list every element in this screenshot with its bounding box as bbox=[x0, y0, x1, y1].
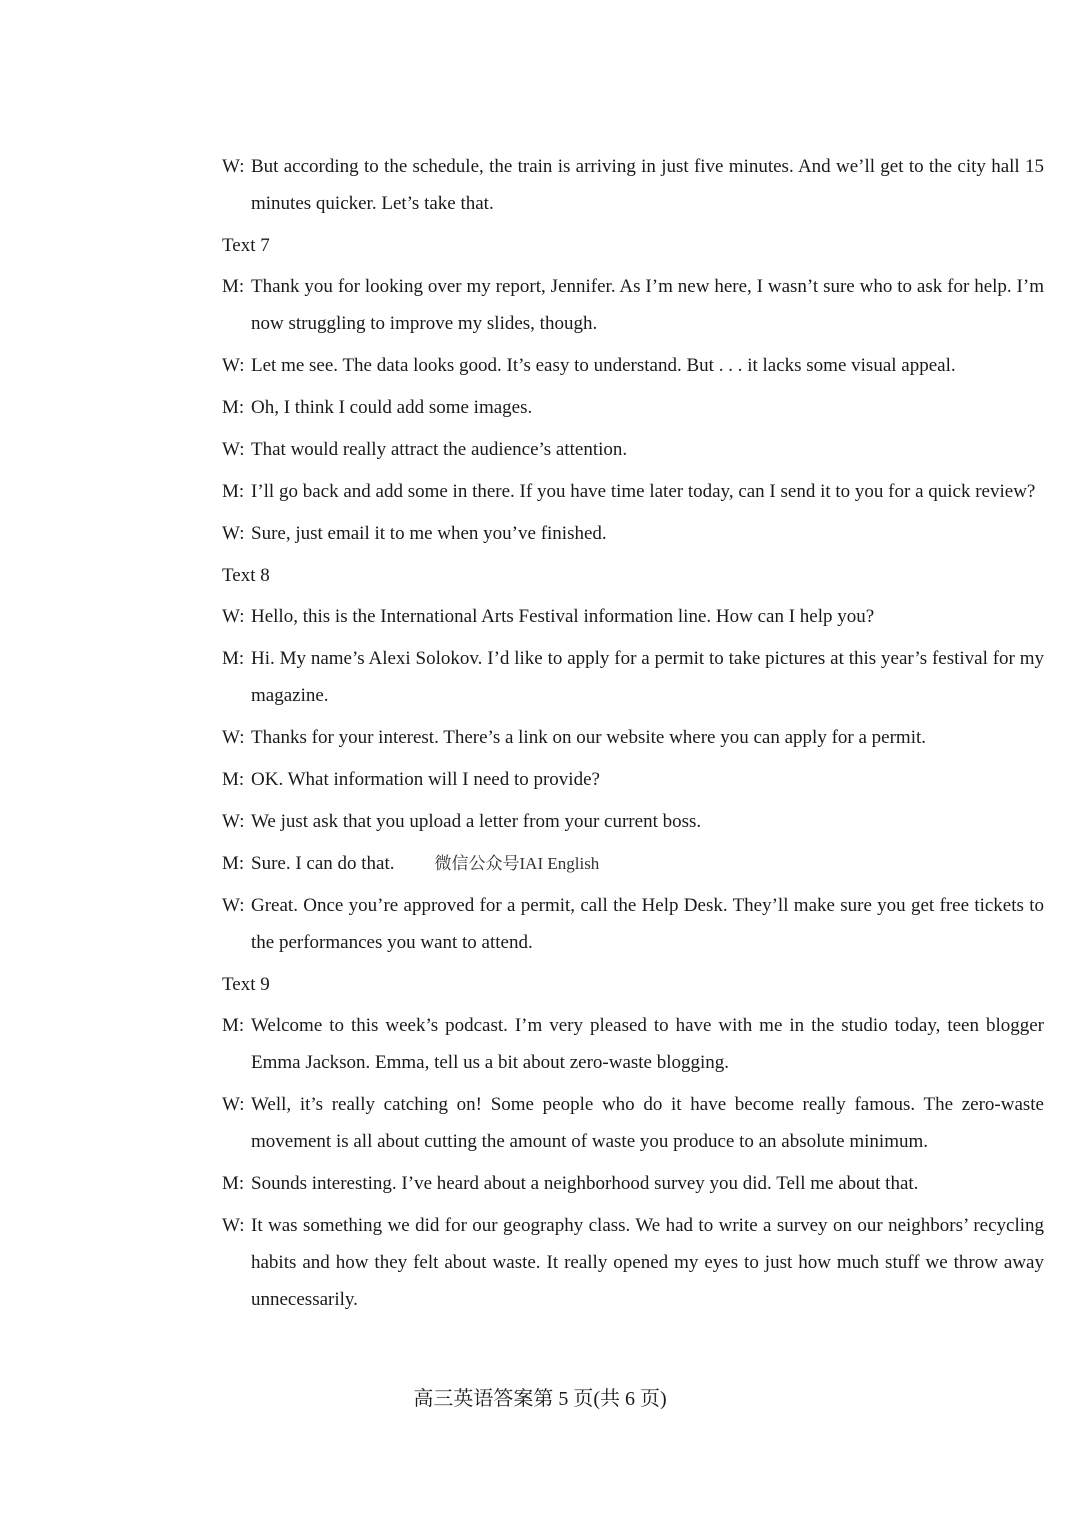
speaker-label: W: bbox=[222, 727, 245, 748]
speaker-label: M: bbox=[222, 648, 245, 669]
dialogue-line bbox=[222, 598, 1044, 635]
dialogue-text bbox=[251, 845, 1044, 882]
dialogue-line bbox=[222, 1165, 1044, 1202]
speaker-label: W: bbox=[222, 811, 245, 832]
dialogue-text bbox=[251, 431, 1044, 468]
dialogue-text-content: Great. Once you’re approved for a permit, call the Help Desk. They’ll make sure you get free tickets to the performances you want to attend. bbox=[251, 895, 1044, 953]
dialogue-text-content: Welcome to this week’s podcast. I’m very pleased to have with me in the studio today, teen blogger Emma Jackson. Emma, tell us a bit about zero-waste blogging. bbox=[251, 1015, 1044, 1073]
dialogue-line bbox=[222, 473, 1044, 510]
speaker-label: W: bbox=[222, 355, 245, 376]
speaker-label: M: bbox=[222, 276, 245, 297]
section-heading: Text 8 bbox=[222, 565, 270, 586]
dialogue-text-content: We just ask that you upload a letter from your current boss. bbox=[251, 811, 702, 832]
dialogue-text bbox=[251, 1207, 1044, 1318]
dialogue-line bbox=[222, 347, 1044, 384]
dialogue-line bbox=[222, 719, 1044, 756]
dialogue-text-content: Let me see. The data looks good. It’s easy to understand. But . . . it lacks some visual appeal. bbox=[251, 355, 956, 376]
speaker-label: W: bbox=[222, 1215, 245, 1236]
dialogue-line bbox=[222, 845, 1044, 882]
dialogue-line bbox=[222, 268, 1044, 342]
dialogue-text-content: I’ll go back and add some in there. If you have time later today, can I send it to you for a quick review? bbox=[251, 481, 1036, 502]
dialogue-text bbox=[251, 1165, 1044, 1202]
page-footer: 高三英语答案第 5 页(共 6 页) bbox=[413, 1388, 667, 1410]
dialogue-text bbox=[251, 887, 1044, 961]
dialogue-text bbox=[251, 389, 1044, 426]
dialogue-line bbox=[222, 515, 1044, 552]
dialogue-text-content: Thanks for your interest. There’s a link on our website where you can apply for a permit. bbox=[251, 727, 927, 748]
dialogue-text bbox=[251, 515, 1044, 552]
speaker-label: M: bbox=[222, 853, 245, 874]
dialogue-text bbox=[251, 719, 1044, 756]
dialogue-line bbox=[222, 431, 1044, 468]
speaker-label: M: bbox=[222, 769, 245, 790]
dialogue-text-content: It was something we did for our geography class. We had to write a survey on our neighbors’ recycling habits and how they felt about waste. It really opened my eyes to just how much stuff we throw away unnecessarily. bbox=[251, 1215, 1044, 1310]
dialogue-line bbox=[222, 761, 1044, 798]
dialogue-line bbox=[222, 1086, 1044, 1160]
speaker-label: M: bbox=[222, 1015, 245, 1036]
dialogue-text-content: Oh, I think I could add some images. bbox=[251, 397, 533, 418]
dialogue-text bbox=[251, 598, 1044, 635]
dialogue-text-content: Well, it’s really catching on! Some people who do it have become really famous. The zero-waste movement is all about cutting the amount of waste you produce to an absolute minimum. bbox=[251, 1094, 1044, 1152]
dialogue-text-content: Hello, this is the International Arts Festival information line. How can I help you? bbox=[251, 606, 875, 627]
dialogue-line bbox=[222, 640, 1044, 714]
dialogue-text bbox=[251, 761, 1044, 798]
speaker-label: M: bbox=[222, 481, 245, 502]
speaker-label: M: bbox=[222, 1173, 245, 1194]
dialogue-text-content: But according to the schedule, the train is arriving in just five minutes. And we’ll get to the city hall 15 minutes quicker. Let’s take that. bbox=[251, 156, 1044, 214]
speaker-label: W: bbox=[222, 895, 245, 916]
dialogue-line bbox=[222, 803, 1044, 840]
speaker-label: W: bbox=[222, 606, 245, 627]
dialogue-text bbox=[251, 803, 1044, 840]
section-heading: Text 7 bbox=[222, 235, 270, 256]
dialogue-text-content: Thank you for looking over my report, Jennifer. As I’m new here, I wasn’t sure who to ask for help. I’m now struggling to improve my slides, though. bbox=[251, 276, 1044, 334]
speaker-label: W: bbox=[222, 523, 245, 544]
dialogue-text-content: That would really attract the audience’s attention. bbox=[251, 439, 628, 460]
dialogue-line bbox=[222, 1207, 1044, 1318]
speaker-label: W: bbox=[222, 439, 245, 460]
dialogue-text-content: OK. What information will I need to provide? bbox=[251, 769, 600, 790]
dialogue-text bbox=[251, 640, 1044, 714]
dialogue-text bbox=[251, 268, 1044, 342]
speaker-label: W: bbox=[222, 1094, 245, 1115]
dialogue-line bbox=[222, 148, 1044, 222]
dialogue-line bbox=[222, 389, 1044, 426]
dialogue-text bbox=[251, 473, 1044, 510]
speaker-label: M: bbox=[222, 397, 245, 418]
dialogue-text-content: Sure. I can do that. bbox=[251, 853, 395, 874]
dialogue-text-content: Hi. My name’s Alexi Solokov. I’d like to apply for a permit to take pictures at this year’s festival for my magazine. bbox=[251, 648, 1044, 706]
dialogue-line bbox=[222, 1007, 1044, 1081]
watermark-text: 微信公众号IAI English bbox=[434, 854, 600, 873]
dialogue-text bbox=[251, 148, 1044, 222]
dialogue-text bbox=[251, 1086, 1044, 1160]
section-heading: Text 9 bbox=[222, 974, 270, 995]
dialogue-line bbox=[222, 887, 1044, 961]
dialogue-text bbox=[251, 347, 1044, 384]
dialogue-text-content: Sounds interesting. I’ve heard about a neighborhood survey you did. Tell me about that. bbox=[251, 1173, 919, 1194]
transcript bbox=[222, 148, 1044, 1323]
speaker-label: W: bbox=[222, 156, 245, 177]
dialogue-text-content: Sure, just email it to me when you’ve finished. bbox=[251, 523, 607, 544]
dialogue-text bbox=[251, 1007, 1044, 1081]
